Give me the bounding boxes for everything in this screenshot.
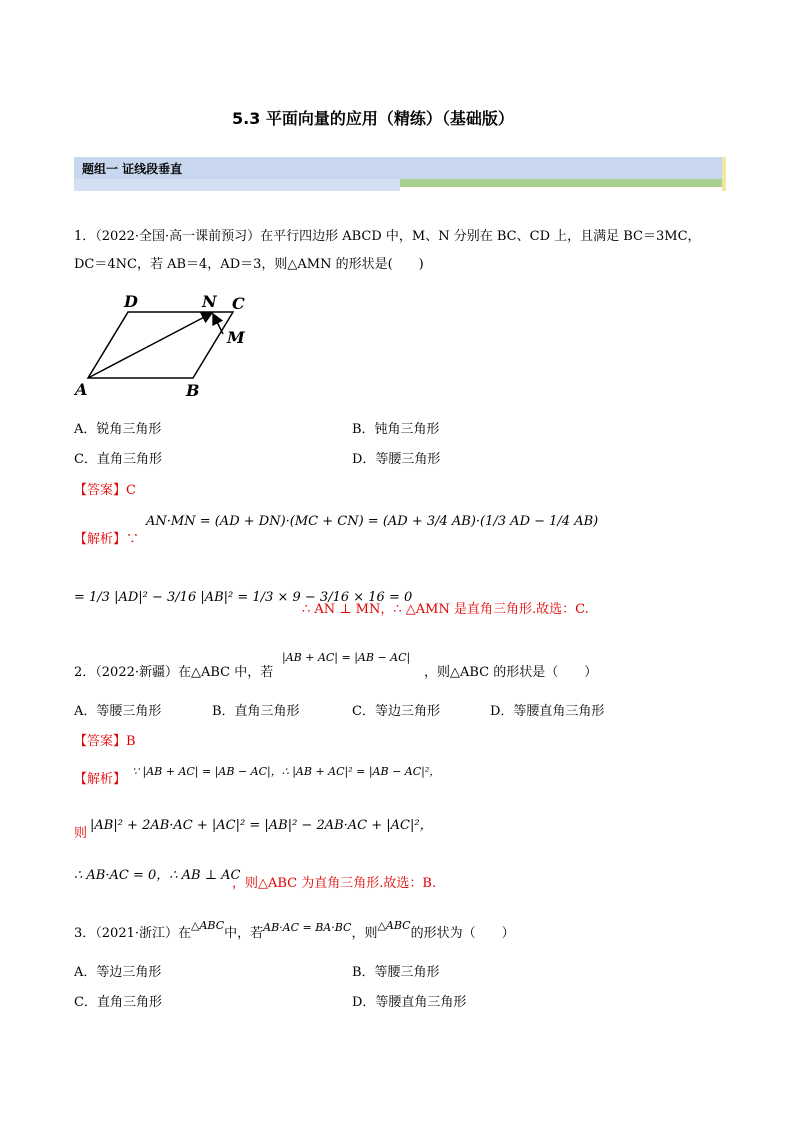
q1-stem-line2: DC＝4NC，若 AB＝4，AD＝3，则△AMN 的形状是( ) [74, 257, 424, 272]
q3-stem-tri2: △ABC [377, 919, 411, 932]
answer-tag: 【答案】 [74, 734, 127, 749]
section-label: 题组一 证线段垂直 [82, 162, 183, 176]
q1-option-d: D．等腰三角形 [352, 452, 441, 467]
q2-option-d: D．等腰直角三角形 [490, 704, 605, 719]
q3-stem-mid: 中，若 [224, 926, 264, 941]
q2-analysis-line3: ∴ AB·AC = 0，∴ AB ⊥ AC [74, 868, 241, 883]
q2-analysis-conclusion: ，则△ABC 为直角三角形.故选：B. [232, 876, 437, 891]
q3-stem-tri: △ABC [191, 919, 225, 932]
answer-value: B [126, 734, 136, 749]
q2-stem-prefix: 2．（2022·新疆）在△ABC 中，若 [74, 665, 274, 680]
parallelogram-figure [70, 290, 260, 402]
q3-stem [74, 919, 515, 941]
q2-option-a: A．等腰三角形 [74, 704, 162, 719]
q2-option-b: B．直角三角形 [212, 704, 300, 719]
q1-option-c: C．直角三角形 [74, 452, 162, 467]
label-M: M [227, 328, 245, 347]
q3-option-b: B．等腰三角形 [352, 965, 440, 980]
section-banner [74, 157, 724, 193]
q3-option-d: D．等腰直角三角形 [352, 995, 467, 1010]
q2-option-c: C．等边三角形 [352, 704, 440, 719]
q1-analysis-line2: = 1/3 |AD|² − 3/16 |AB|² = 1/3 × 9 − 3/16 × 16 = 0 [74, 590, 413, 605]
q1-stem-line1: 1．（2022·全国·高一课前预习）在平行四边形 ABCD 中，M、N 分别在 BC、CD 上，且满足 BC＝3MC， [74, 229, 701, 244]
q3-stem-then: ，则 [351, 926, 378, 941]
q1-option-b: B．钝角三角形 [352, 422, 440, 437]
q3-option-c: C．直角三角形 [74, 995, 162, 1010]
label-D: D [124, 292, 138, 311]
q2-analysis-tag: 【解析】 [74, 772, 127, 787]
q3-stem-suffix: 的形状为（ ） [410, 926, 515, 941]
label-A: A [75, 380, 88, 399]
q2-analysis-line1: ∵ |AB + AC| = |AB − AC|，∴ |AB + AC|² = |AB − AC|²， [132, 765, 441, 778]
q3-option-a: A．等边三角形 [74, 965, 162, 980]
q1-analysis-conclusion: ∴ AN ⊥ MN，∴ △AMN 是直角三角形.故选：C. [302, 602, 589, 617]
answer-tag: 【答案】 [74, 483, 127, 498]
q2-analysis-then: 则 [74, 826, 88, 841]
q1-analysis-line1: AN·MN = (AD + DN)·(MC + CN) = (AD + 3/4 AB)·(1/3 AD − 1/4 AB) [146, 514, 599, 529]
q3-stem-condition: AB·AC = BA·BC [263, 921, 352, 934]
q1-answer [74, 479, 136, 498]
page-title: 5.3 平面向量的应用（精练）（基础版） [232, 109, 514, 128]
q2-answer [74, 730, 136, 749]
label-N: N [202, 292, 217, 311]
q2-stem-suffix: ，则△ABC 的形状是（ ） [424, 665, 598, 680]
q3-stem-prefix: 3．（2021·浙江）在 [74, 926, 191, 941]
answer-value: C [126, 483, 136, 498]
q1-option-a: A．锐角三角形 [74, 422, 162, 437]
label-C: C [232, 294, 245, 313]
q2-analysis-line2: |AB|² + 2AB·AC + |AC|² = |AB|² − 2AB·AC + |AC|²， [90, 818, 433, 833]
q2-stem-condition: |AB + AC| = |AB − AC| [282, 651, 411, 664]
q1-analysis-tag: 【解析】∵ [74, 532, 140, 547]
label-B: B [186, 381, 200, 400]
